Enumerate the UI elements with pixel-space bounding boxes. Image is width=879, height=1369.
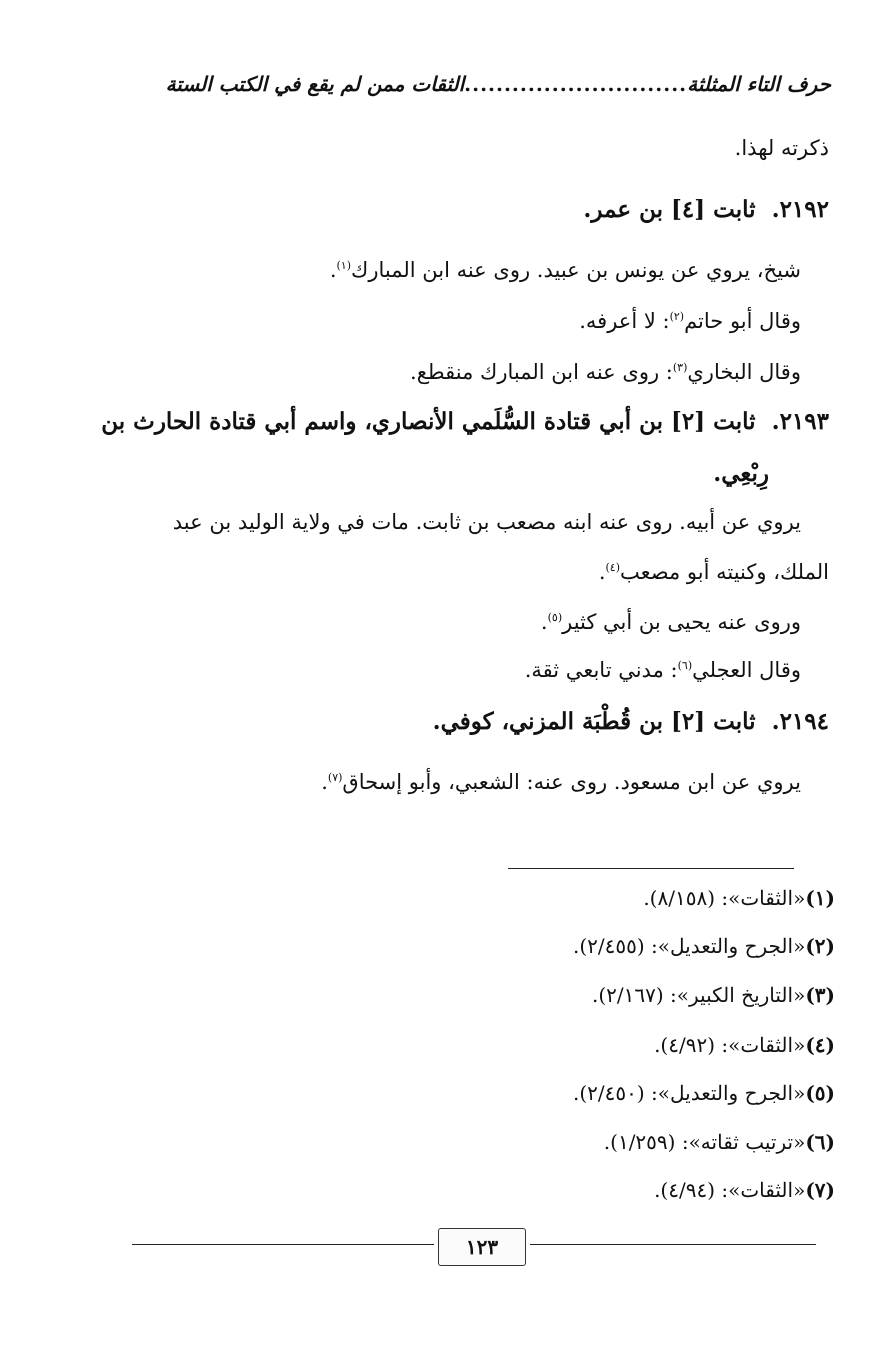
entry-title: ثابت [٤] بن عمر. (583, 196, 756, 223)
header-dots: ............................ (464, 72, 688, 96)
text-line: يروي عن ابن مسعود. روى عنه: الشعبي، وأبو إسحاق$^{(٧)}$. (321, 770, 801, 794)
text-line: وقال البخاري$^{(٣)}$: روى عنه ابن المبارك منقطع. (410, 360, 801, 384)
footnote: (٣)«التاريخ الكبير»: (٢/١٦٧). (591, 983, 835, 1007)
entry-title: ثابت [٢] بن قُطْبَة المزني، كوفي. (432, 708, 756, 735)
footnote-ref: (١) (336, 259, 352, 272)
footnote: (٦)«ترتيب ثقاته»: (١/٢٥٩). (603, 1130, 835, 1154)
footnote-separator (508, 868, 794, 869)
entry-number: ٢١٩٢. (771, 196, 829, 223)
text-line: وقال العجلي$^{(٦)}$: مدني تابعي ثقة. (524, 658, 801, 682)
entry-number: ٢١٩٤. (771, 708, 829, 735)
bottom-rule-left (132, 1244, 434, 1245)
footnote: (٢)«الجرح والتعديل»: (٢/٤٥٥). (572, 934, 835, 958)
header-book-title: الثقات ممن لم يقع في الكتب الستة (165, 72, 465, 96)
running-header (141, 72, 831, 96)
entry-heading-continuation: رِبْعِي. (713, 460, 769, 487)
text-line: وروى عنه يحيى بن أبي كثير$^{(٥)}$. (540, 610, 801, 634)
footnote-ref: (٣) (672, 361, 688, 374)
text-line: شيخ، يروي عن يونس بن عبيد. روى عنه ابن المبارك$^{(١)}$. (329, 258, 801, 282)
footnote-ref: (٤) (605, 561, 621, 574)
footnote: (٤)«الثقات»: (٤/٩٢). (654, 1033, 835, 1057)
text-line: وقال أبو حاتم$^{(٢)}$: لا أعرفه. (579, 309, 801, 333)
footnote-ref: (٦) (677, 659, 693, 672)
entry-heading-2194 (433, 708, 829, 735)
bottom-rule-right (530, 1244, 816, 1245)
text-line: يروي عن أبيه. روى عنه ابنه مصعب بن ثابت. مات في ولاية الوليد بن عبد (172, 510, 801, 534)
footnote-ref: (٧) (327, 771, 343, 784)
footnote: (١)«الثقات»: (٨/١٥٨). (643, 886, 835, 910)
entry-heading-2192 (583, 196, 829, 223)
entry-title: ثابت [٢] بن أبي قتادة السُّلَمي الأنصاري، واسم أبي قتادة الحارث بن (101, 408, 756, 435)
text-line: الملك، وكنيته أبو مصعب$^{(٤)}$. (598, 560, 829, 584)
header-chapter-title: حرف التاء المثلثة (687, 72, 831, 96)
text-line: ذكرته لهذا. (734, 136, 829, 160)
footnote: (٥)«الجرح والتعديل»: (٢/٤٥٠). (572, 1081, 835, 1105)
footnote: (٧)«الثقات»: (٤/٩٤). (654, 1178, 835, 1202)
page-number: ١٢٣ (438, 1228, 526, 1266)
entry-heading-2193 (101, 408, 829, 435)
footnote-ref: (٥) (547, 611, 563, 624)
footnote-ref: (٢) (669, 310, 685, 323)
entry-number: ٢١٩٣. (771, 408, 829, 435)
